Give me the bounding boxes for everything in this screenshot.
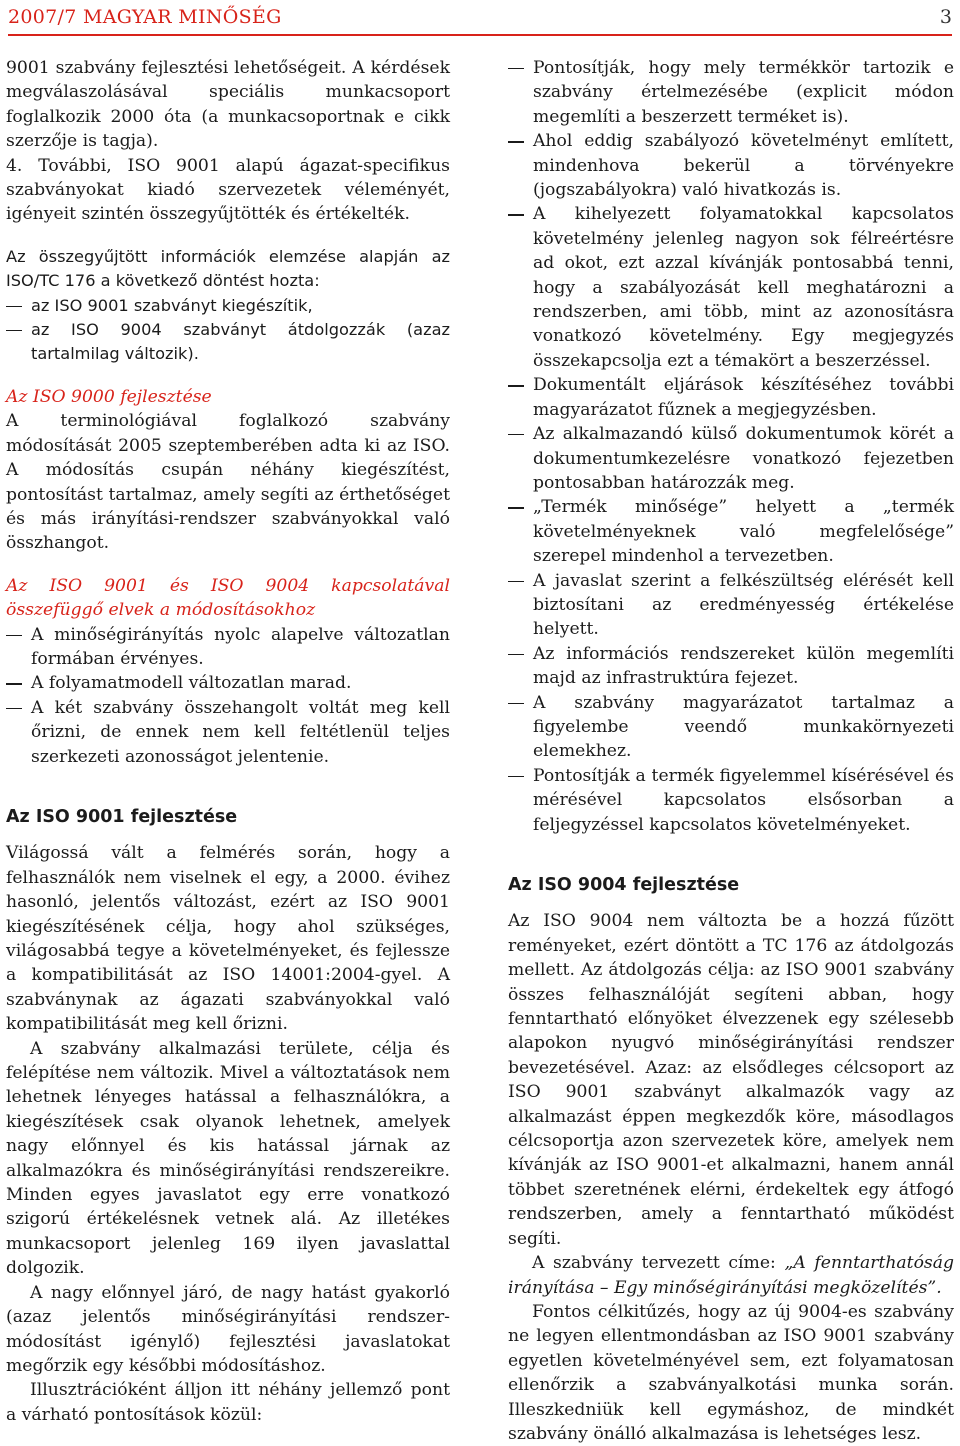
list-item: Pontosítják, hogy mely termékkör tartozik e szabvány értelmezésébe (explicit módon megemlíti a beszerzett terméket is). [508, 56, 954, 129]
issue-number: 2007/7 [8, 6, 77, 28]
list-item: A szabvány magyarázatot tartalmaz a figyelembe veendő munkakörnyezeti elemekhez. [508, 691, 954, 764]
page-header [8, 4, 952, 36]
iso9000-heading: Az ISO 9000 fejlesztése [6, 386, 212, 407]
iso9004-paragraph-1: Az ISO 9004 nem változta be a hozzá fűzött reményeket, ezért döntött a TC 176 az átdolgozás mellett. Az átdolgozás célja: az ISO 9001 szabvány összes felhasználóját segíteni abban, hogy fenntartható előnyöket élvezzenek egy szélesebb alapokon nyugvó minőségirányítási rendszer bevezetésével. Azaz: az elsődleges célcsoport az ISO 9001 szabványt alkalmazók vagy az alkalmazást éppen megkezdők köre, másodlagos célcsoportja azon szervezetek köre, amelyek nem kívánják az ISO 9001-et alkalmazni, hanem annál többet szeretnének elérni, érdekeltek egy átfogó rendszerben, amely a fenntartható működést segíti. [508, 911, 954, 1249]
planned-title: „A fenntarthatóság irányítása – Egy minőségirányítási megközelítés”. [508, 1253, 955, 1298]
list-item: „Termék minősége” helyett a „termék követelményeknek való megfelelősége” szerepel mindenhol a tervezetben. [508, 495, 954, 568]
iso9001-paragraph-3: A nagy előnnyel járó, de nagy hatást gyakorló (azaz jelentős minőségirányítási rendszer-módosítást igénylő) fejlesztési javaslatokat megőrzik egy későbbi módosításhoz. [6, 1282, 450, 1376]
list-item: Pontosítják a termék figyelemmel kísérésével és mérésével kapcsolatos elsősorban a feljegyzéssel kapcsolatos követelményeket. [508, 764, 954, 837]
list-item: Az információs rendszereket külön megemlíti majd az infrastruktúra fejezet. [508, 642, 954, 691]
decision-list [6, 294, 450, 367]
iso9001-paragraph-1: Világossá vált a felmérés során, hogy a felhasználók nem viselnek el egy, a 2000. évihez hasonló, jelentős változást, ezért az ISO 9001 kiegészítésének célja, hogy ahol szükséges, világosabbá tegye a követelményeket, és fejlessze a kompatibilitását az ISO 14001:2004-gyel. A szabványnak az ágazati szabványokkal való kompatibilitását meg kell őrizni. [6, 843, 450, 1035]
joint-principles-heading: Az ISO 9001 és ISO 9004 kapcsolatával összefüggő elvek a módosításokhoz [6, 575, 450, 621]
iso9000-paragraph: A terminológiával foglalkozó szabvány módosítását 2005 szeptemberében adta ki az ISO. A módosítás csupán néhány kiegészítést, pontosítást tartalmaz, amely segíti az érthetőséget és más irányítási-rendszer szabványokkal való összhangot. [6, 411, 450, 554]
header-issue-title [8, 6, 282, 28]
list-item: Ahol eddig szabályozó követelményt említett, mindenhova bekerül a törvényekre (jogszabályokra) való hivatkozás is. [508, 129, 954, 202]
list-item: Dokumentált eljárások készítéséhez további magyarázatot fűznek a megjegyzésben. [508, 373, 954, 422]
list-item: A javaslat szerint a felkészültség elérését kell biztosítani az eredményesség értékelése helyett. [508, 569, 954, 642]
list-item: A minőségirányítás nyolc alapelve változatlan formában érvényes. [6, 623, 450, 672]
planned-title-lead: A szabvány tervezett címe: [532, 1253, 785, 1274]
clarifications-list [508, 56, 954, 837]
list-item: Az alkalmazandó külső dokumentumok körét a dokumentumkezelésre vonatkozó fejezetben pontosabban határozzák meg. [508, 422, 954, 495]
iso9001-heading: Az ISO 9001 fejlesztése [6, 806, 238, 827]
joint-principles-list [6, 623, 450, 769]
iso9004-paragraph-2 [508, 1251, 954, 1300]
decision-lead: Az összegyűjtött információk elemzése alapján az ISO/TC 176 a következő döntést hozta: [6, 246, 450, 291]
page-number: 3 [939, 6, 952, 28]
list-item: az ISO 9001 szabványt kiegészítik, [6, 294, 450, 318]
list-item: az ISO 9004 szabványt átdolgozzák (azaz tartalmilag változik). [6, 318, 450, 367]
intro-item-4: 4. További, ISO 9001 alapú ágazat-specifikus szabványokat kiadó szervezetek véleményét, igényeit szintén összegyűjtötték és értékelték. [6, 155, 450, 225]
iso9004-heading: Az ISO 9004 fejlesztése [508, 875, 740, 895]
iso9001-paragraph-2: A szabvány alkalmazási területe, célja és felépítése nem változik. Mivel a változtatások nem lehetnek lényeges hatással a felhasználókra, a kiegészítések csak olyanok lehetnek, amelyek nagy előnnyel és kis hatással járnak az alkalmazókra és minőségirányítási rendszereikre. Minden egyes javaslatot egy erre vonatkozó szigorú értékelésnek vetnek alá. Az illetékes munkacsoport jelenleg 169 ilyen javaslattal dolgozik. [6, 1038, 450, 1279]
right-column [508, 56, 954, 1446]
magazine-name: MAGYAR MINŐSÉG [83, 6, 282, 28]
iso9004-paragraph-3: Fontos célkitűzés, hogy az új 9004-es szabvány ne legyen ellentmondásban az ISO 9001 szabvány egyetlen követelményével sem, ezt folyamatosan ellenőrzik a szabványalkotási munka során. Illeszkedniük kell egymáshoz, de mindkét szabvány önálló alkalmazása is lehetséges lesz. [508, 1301, 954, 1444]
list-item: A két szabvány összehangolt voltát meg kell őrizni, de ennek nem kell feltétlenül teljes szerkezeti azonosságot jelentenie. [6, 696, 450, 769]
list-item: A folyamatmodell változatlan marad. [6, 671, 450, 695]
left-column [6, 56, 450, 1427]
list-item: A kihelyezett folyamatokkal kapcsolatos követelmény jelenleg nagyon sok félreértésre ad okot, ezt azzal kívánják pontosabbá tenni, hogy a szabályozását kell meghatározni a rendszerben, ami több, mint az azonosításra vonatkozó követelmény. Egy megjegyzés összekapcsolja ezt a témakört a beszerzéssel. [508, 202, 954, 373]
intro-paragraph: 9001 szabvány fejlesztési lehetőségeit. A kérdések megválaszolásával speciális munkacsoport foglalkozik 2000 óta (a munkacsoportnak e cikk szerzője is tagja). [6, 58, 450, 152]
iso9001-paragraph-4: Illusztrációként álljon itt néhány jellemző pont a várható pontosítások közül: [6, 1380, 450, 1425]
